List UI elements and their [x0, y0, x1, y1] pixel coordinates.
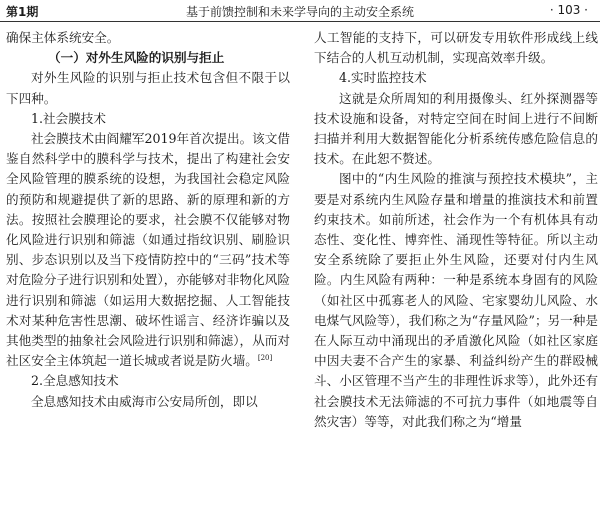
right-column [314, 28, 598, 432]
running-header [0, 0, 600, 22]
issue-number: 第1期 [6, 5, 39, 19]
subheading-social-membrane: 1.社会膜技术 [31, 110, 106, 126]
page-number: · 103 · [549, 3, 588, 17]
paragraph-endogenous-risk: 图中的“内生风险的推演与预控技术模块”，主要是对系统内生风险存量和增量的推演技术和前置约束技术。如前所述，社会作为一个有机体具有动态性、变化性、博弈性、涌现性等特征。所以主动安全系统除了要拒止外生风险，还要对付内生风险。内生风险有两种：一种是系统本身固有的风险（如社区中孤寡老人的风险、宅家婴幼儿风险、水电煤气风险等），我们称之为“存量风险”；另一种是在人际互动中涌现出的矛盾激化风险（如社区家庭中因夫妻不合产生的家暴、利益纠纷产生的群殴械斗、小区管理不当产生的非理性诉求等），此外还有社会膜技术无法筛滤的不可抗力事件（如地震等自然灾害）等等，对此我们称之为“增量 [314, 171, 598, 429]
paragraph-intro: 对外生风险的识别与拒止技术包含但不限于以下四种。 [6, 70, 290, 106]
paragraph-text: 社会膜技术由阎耀军2019年首次提出。该文借鉴自然科学中的膜科学与技术，提出了构建社会安全风险管理的膜系统的设想，为我国社会稳定风险的预防和规避提供了新的思路、新的原理和新的方法。按照社会膜理论的要求，社会膜不仅能够对物化风险进行识别和筛滤（如通过指纹识别、刷脸识别、步态识别以及当下疫情防控中的“三码”技术等对危险分子进行识别和处置），亦能够对非物化风险进行识别和筛滤（如运用大数据挖掘、人工智能技术对某种危害性思潮、破坏性谣言、经济诈骗以及其他类型的抽象社会风险进行识别和筛滤），从而对社区安全主体筑起一道长城或者说是防火墙。 [6, 131, 290, 369]
paragraph-continuation: 确保主体系统安全。 [6, 30, 120, 45]
header-rule [0, 21, 600, 22]
section-heading: （一）对外生风险的识别与拒止 [48, 50, 225, 66]
running-title: 基于前馈控制和未来学导向的主动安全系统 [185, 5, 414, 19]
paragraph-holographic: 全息感知技术由威海市公安局所创，即以 [31, 393, 258, 409]
reference-marker: [20] [257, 354, 273, 363]
subheading-monitoring: 4.实时监控技术 [339, 70, 427, 86]
paragraph-monitoring: 这就是众所周知的利用摄像头、红外探测器等技术设施和设备，对特定空间在时间上进行不间断扫描并利用大数据智能化分析系统传感危险信息的技术。在此恕不赘述。 [314, 90, 598, 167]
paragraph-social-membrane [6, 129, 290, 371]
paragraph-continuation: 人工智能的支持下，可以研发专用软件形成线上线下结合的人机互动机制，实现高效率升级。 [314, 30, 598, 66]
subheading-holographic: 2.全息感知技术 [31, 373, 119, 389]
left-column [6, 28, 290, 412]
